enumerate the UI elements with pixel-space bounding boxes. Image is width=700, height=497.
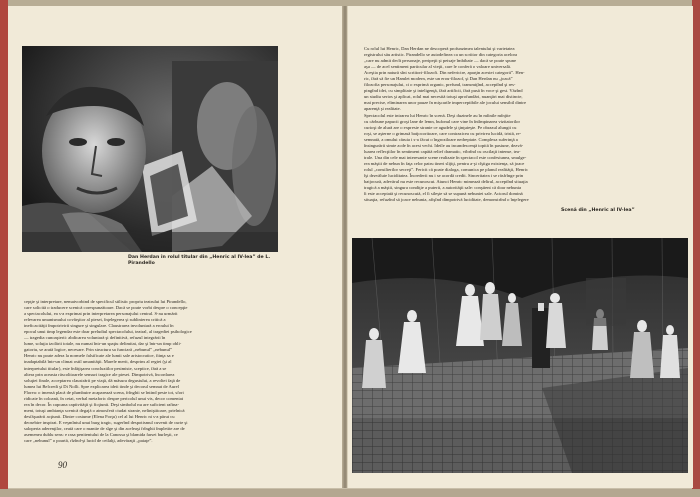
text-line: altera prin aceasta răscolitoarele sensuri tragice ale piesei. Dimpotrivă, încordarea [24,371,175,377]
text-line: însingurării simte acde în acest vechi. Ideile au incandescenţă topită în pasiune, dezvă- [364,142,524,148]
text-line: pingînd idei, cu simplitate şi inteligenţă, fără artificii, fără pusă în voce şi gest. Văzînd [364,88,523,94]
text-line: roşi, se aşterne o grimasă batjocoritoare, care contrazicea cu privirea lucidă, tristă, re- [364,130,522,136]
text-line: Spectacolul este intrarea lui Henric în scenă. Deşi duzinele au în mîinile mînjite [364,112,511,118]
text-line: Cu rolul lui Henric, Dan Herdan ne descoperă profunzimea talentului şi varietatea [364,46,515,51]
text-line: relevarea umanismului covârşitor al piesei, înţelegerea şi sublinierea critică a [24,317,166,323]
right-page [347,6,693,488]
left-cover-edge [0,0,8,497]
text-line: ment, totuşi ambianţa scenică degajă o atmosferă ciudat stranie, neliniştitoare, prielnică [24,407,185,413]
text-line: „care nu admit decît personaje, peripeţii şi peisaje îmbibate — dacă se poate spune [364,58,517,64]
text-line: aparenţă şi realitate. [364,106,401,112]
text-line: Aceştia prin natură sînt scriitori-filozofi. Din nefericire, aparţin acestei categorii”. Hen- [364,70,525,76]
text-line: asemenea dublu sens: e rasa penitentului de la Canossa şi blamida farsei burleşti, ce [24,432,178,438]
right-page-text [364,46,675,203]
text-line: lumea lui Belcredi şi Di Nolli. Spre explicarea ideii tinde şi decorul semnat de Aurel [24,383,179,389]
right-cover-edge [692,0,700,497]
left-page-text [24,299,282,444]
text-line: îi este acceptată şi recunoscută, el îi sileşte să se supună nebuniei sale. Actorul domină [364,191,523,197]
page-number: 90 [58,460,67,470]
text-line: saloperia aderenţilor, ceată care o mantie de sîge şi din aceleaşi frînghii împletite are de [24,425,185,431]
stage-scene-image [352,238,688,473]
text-line: ric, fără să fie un Hamlet modern, este un erou-filozof, şi Dan Herdan nu „joacă” [364,76,513,82]
text-line: rea în decor. În capcana captivităţii şi ficţiunii. Deşi simbolul nu are suficient rafina- [24,401,179,407]
text-line: lume, soluţia izolării totale, nu numai într-un spaţiu delimitat, dar şi într-un timp obli- [24,341,182,347]
left-page [8,6,345,488]
text-line: care „nebunul” o poartă, rîzînd-şi lucid de ceilalţi, adevăraţii „paiaţe”. [24,438,153,444]
text-line: ridicate în coloană, în cetat, verbal metaforic despre pericolul unui vis, decor comentat [24,395,184,401]
text-line: desfăşurării acţiunii. Dintre costume (Elena Forţu) cel al lui Henric ni s-a părut cu [24,413,175,419]
text-line: rea măştii de nebun în faţa celor patru tineri slijiţi, pentru a-şi cîştiga existenţa, să joace [364,160,525,166]
text-line: — tragedia cunoaşterii: abdicarea voluntară şi definitivă, refuzul integrării în [24,335,166,341]
portrait-caption [128,255,278,267]
text-line: epocul unui timp legendar este doar preludiul spectacolului, teatral, al tragediei psihologice [24,329,192,335]
text-line: Henric nu poate adera la normele falsificate ale lumii sale aristocratice, fiinţa sa e [24,353,174,359]
scene-photo-caption: Scenă din „Henric al IV-lea” [561,208,635,213]
text-line: semnată, a omului căruia i s-a făcut o îngroziloare nedreptate. Complexa suferinţă a [364,136,518,142]
book-bottom-edge [0,489,700,497]
text-line: soluţiei finale, acceptarea claustrării pe viaţă, dă măsura degustului, a revoltei faţă de [24,377,181,383]
portrait-caption-line: Pirandello [128,261,155,266]
text-line: aşa — de acel sentiment particular al vieţii, care le conferă o valoare universală. [364,64,512,70]
text-line: curioşi de alură are o expresie stranie ce agudele şi ţinţuieşte. Pe obrazul alungit cu [364,124,517,130]
text-line: cepţie şi interpretare, nemaivorbind de specificul stilistic propriu teatrului lui Pirandello, [24,299,187,304]
actor-portrait-image [22,46,278,252]
portrait-caption-line: Dan Herdan în rolul titular din „Henric al IV-lea” de L. [128,255,271,260]
scene-photo [352,238,688,473]
text-line: situaţia, refuzînd să joace nebunia, afişînd dimpotrivă luciditate, demonstrînd o înţelegere [364,197,529,203]
text-line: gatoriu, se arată logice, necesare. Prin structura sa funciară „nebunul” „nebunul” [24,347,173,353]
text-line: rolul „consilierilor secreţi”. Fericit că poate dialoga, comunica pe planul realităţii, Henric [364,166,529,172]
actor-portrait-photo [22,46,278,252]
text-line: luarea reflecţiilor în sentiment capătă relief dramatic, vibrînd cu oscilaţii intense, tea- [364,148,521,154]
text-line: batjocură, adevărul nu este recunoscut. Atunci Henric mimează delirul, acceptînd situaţia [364,179,528,185]
text-line: trale. Una din cele mai interesante scene realizate în spectacol este confesiunea, smulge- [364,154,527,160]
text-line: care solicită o traducere scenică corespunzătoare. Dacă se poate vorbi despre o concepţie [24,305,188,311]
text-line: mai precise, eliminarea unor pauze în mişcarile imperceptibile ale jocului sensibil dintre [364,100,526,106]
text-line: registrului său artistic. Pirandello se autodefinea ca un scriitor din categoria acelora [364,52,518,58]
text-line: un studiu serios şi aplicat, rolul mai necesită totuşi aprofundări, nuanţări mai distincte, [364,94,523,100]
text-line: Florea: o imensă placă de plumbuire acaparează scena, frînghii se întind peste tot, sfori [24,389,184,395]
text-line: ineficacităţii împotrivirii singure şi singulare. Claustrarea involuntară a eroului în [24,323,174,329]
text-line: tragică a măştii, singura condiţie a puterii, a autorităţii sale: conştient că doar nebunia [364,185,522,191]
text-line: cu cărbune papucii groşi lane de lemn, bufonul care vine în întîmpinarea vizitatorilor [364,118,521,124]
text-line: deosebire inspirat. E veşmîntul unui burg tragic, sugerînd despotismul cuvenit de curte şi [24,419,188,425]
text-line: îşi dezvăluie luciditatea. Încrederii nu i se acordă credit. Sinceritatea i se răsfrînge prin [364,172,524,178]
text-line: inadaptabilă într-un climat ostil umanităţii. Marele merit, desprins al regiei (şi al [24,359,172,365]
text-line: filozofia personajului, ci o exprimă organic, prefund, transmiţînd, acceptînd şi res- [364,82,516,88]
text-line: a spectacolului, ea s-a exprimat prin interpretarea personajului central. S-au urmărit [24,311,178,317]
text-line: interpretului titular), este înfăţişarea concluziilor pesimiste, sceptice, fără a se [24,365,167,371]
